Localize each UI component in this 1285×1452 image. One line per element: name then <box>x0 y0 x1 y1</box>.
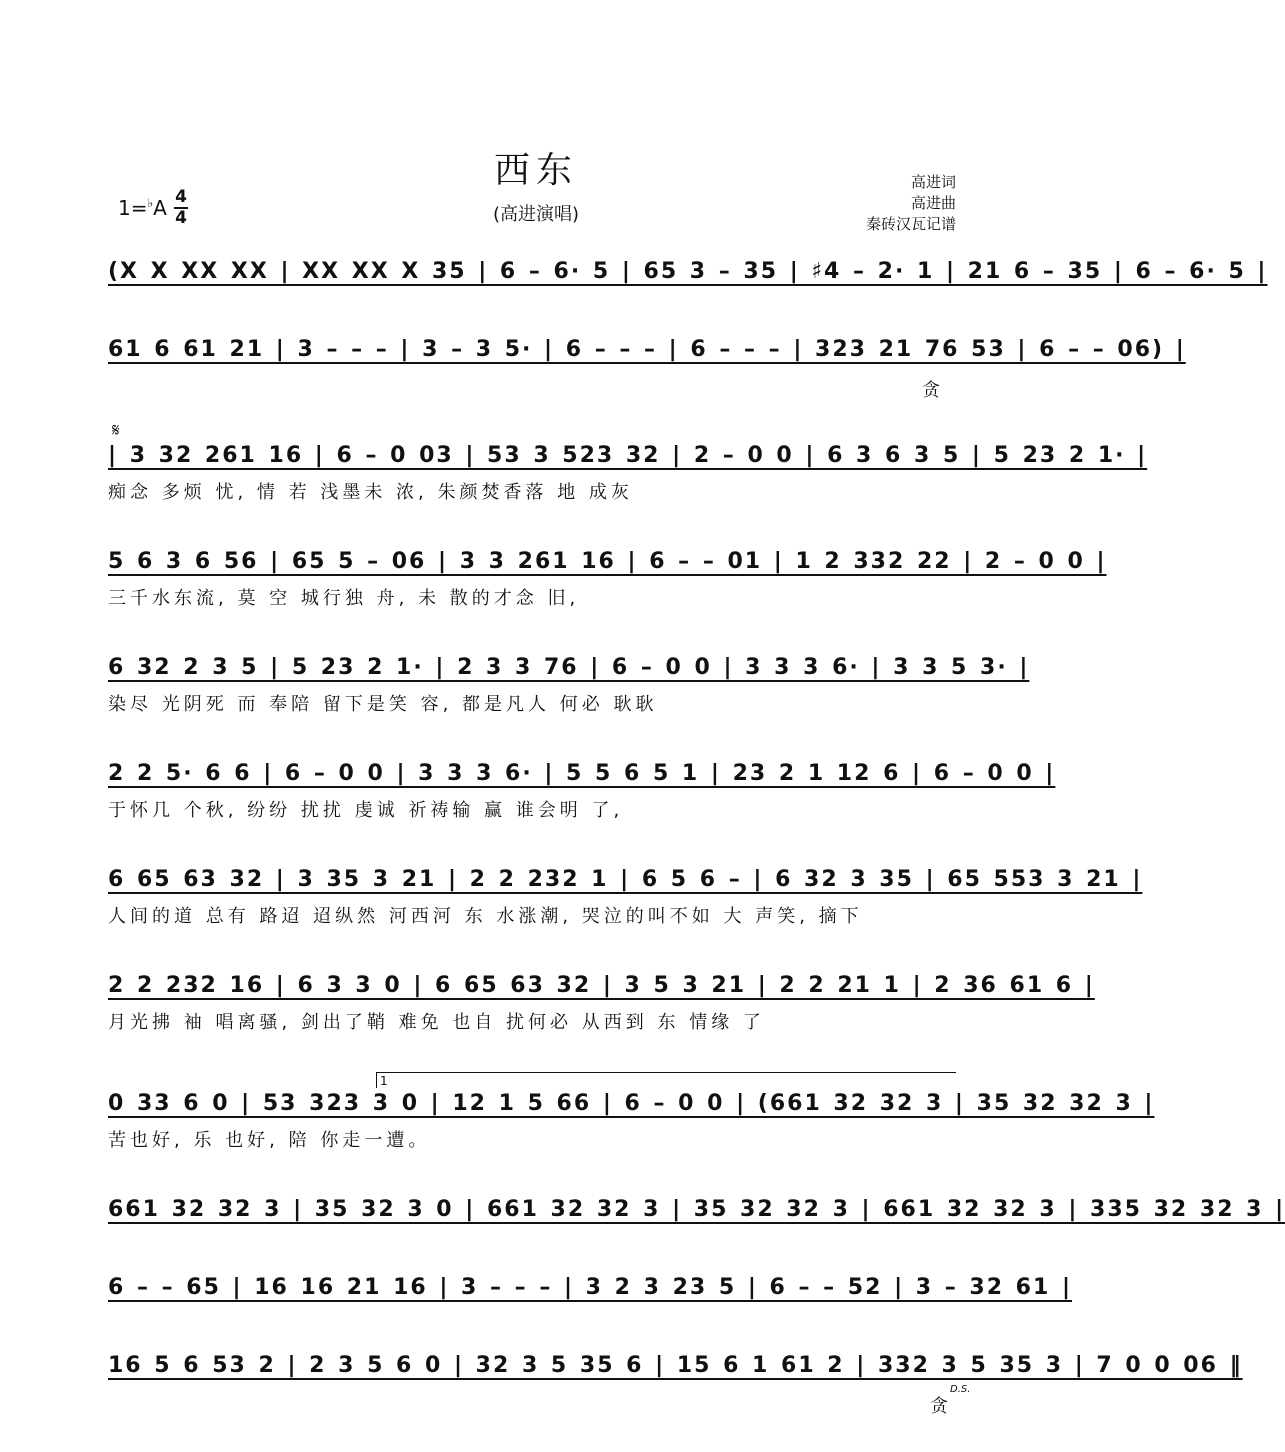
key-note: A <box>153 196 167 220</box>
lyric-line: 痴念 多烦 忧, 情 若 浅墨未 浓, 朱颜焚香落 地 成灰 <box>108 482 633 503</box>
credit-composer: 高进曲 <box>910 194 956 212</box>
notation-line: 6 32 2 3 5 | 5 23 2 1· | 2 3 3 76 | 6 – 0 0 | 3 3 3 6· | 3 3 5 3· | <box>108 655 1030 680</box>
notation-line: 661 32 32 3 | 35 32 3 0 | 661 32 32 3 | 35 32 32 3 | 661 32 32 3 | 335 32 32 3 | <box>108 1197 1285 1222</box>
credit-lyricist: 高进词 <box>910 173 956 191</box>
key-signature <box>118 196 167 220</box>
time-signature <box>172 188 190 228</box>
notation-line: 16 5 6 53 2 | 2 3 5 6 0 | 32 3 5 35 6 | 15 6 1 61 2 | 332 3 5 35 3 | 7 0 0 06 ‖ <box>108 1353 1243 1378</box>
notation-line: (X X XX XX | XX XX X 35 | 6 – 6· 5 | 65 3 – 35 | ♯4 – 2· 1 | 21 6 – 35 | 6 – 6· 5 | <box>108 259 1268 284</box>
lyric-line: 月光拂 袖 唱离骚, 剑出了鞘 难免 也自 扰何必 从西到 东 情缘 了 <box>108 1012 765 1033</box>
lyric-line: 人间的道 总有 路迢 迢纵然 河西河 东 水涨潮, 哭泣的叫不如 大 声笑, 摘下 <box>108 906 863 927</box>
notation-line: 61 6 61 21 | 3 – – – | 3 – 3 5· | 6 – – – | 6 – – – | 323 21 76 53 | 6 – – 06) | <box>108 337 1186 362</box>
notation-line: 2 2 5· 6 6 | 6 – 0 0 | 3 3 3 6· | 5 5 6 5 1 | 23 2 1 12 6 | 6 – 0 0 | <box>108 761 1056 786</box>
notation-line: 6 – – 65 | 16 16 21 16 | 3 – – – | 3 2 3 23 5 | 6 – – 52 | 3 – 32 61 | <box>108 1275 1072 1300</box>
credits <box>866 172 956 235</box>
volta-bracket-line <box>376 1072 956 1073</box>
volta-number: 1 <box>380 1074 388 1088</box>
notation-line: 2 2 232 16 | 6 3 3 0 | 6 65 63 32 | 3 5 3 21 | 2 2 21 1 | 2 36 61 6 | <box>108 973 1095 998</box>
pickup-lyric-1: 贪 <box>922 380 940 401</box>
segno-sign: 𝄋 <box>112 420 120 441</box>
flat-sign: ♭ <box>147 196 154 210</box>
notation-line: | 3 32 261 16 | 6 – 0 03 | 53 3 523 32 | 2 – 0 0 | 6 3 6 3 5 | 5 23 2 1· | <box>108 443 1148 468</box>
song-title: 西东 <box>493 150 578 191</box>
lyric-line: 于怀几 个秋, 纷纷 扰扰 虔诚 祈祷输 赢 谁会明 了, <box>108 800 624 821</box>
notation-line: 5 6 3 6 56 | 65 5 – 06 | 3 3 261 16 | 6 – – 01 | 1 2 332 22 | 2 – 0 0 | <box>108 549 1107 574</box>
key-prefix: 1= <box>118 196 148 220</box>
notation-line: 0 33 6 0 | 53 323 3 0 | 12 1 5 66 | 6 – 0 0 | (661 32 32 3 | 35 32 32 3 | <box>108 1091 1155 1116</box>
lyric-line: 三千水东流, 莫 空 城行独 舟, 未 散的才念 旧, <box>108 588 580 609</box>
dal-segno-mark: D.S. <box>950 1384 971 1395</box>
time-top: 4 <box>175 187 187 207</box>
lyric-line: 苦也好, 乐 也好, 陪 你走一遭。 <box>108 1130 431 1151</box>
lyric-line: 染尽 光阴死 而 奉陪 留下是笑 容, 都是凡人 何必 耿耿 <box>108 694 658 715</box>
time-bottom: 4 <box>175 208 187 228</box>
song-subtitle: (高进演唱) <box>492 204 580 225</box>
notation-line: 6 65 63 32 | 3 35 3 21 | 2 2 232 1 | 6 5 6 – | 6 32 3 35 | 65 553 3 21 | <box>108 867 1143 892</box>
pickup-lyric-2: 贪 <box>930 1396 948 1417</box>
credit-transcriber: 秦砖汉瓦记谱 <box>865 215 956 233</box>
